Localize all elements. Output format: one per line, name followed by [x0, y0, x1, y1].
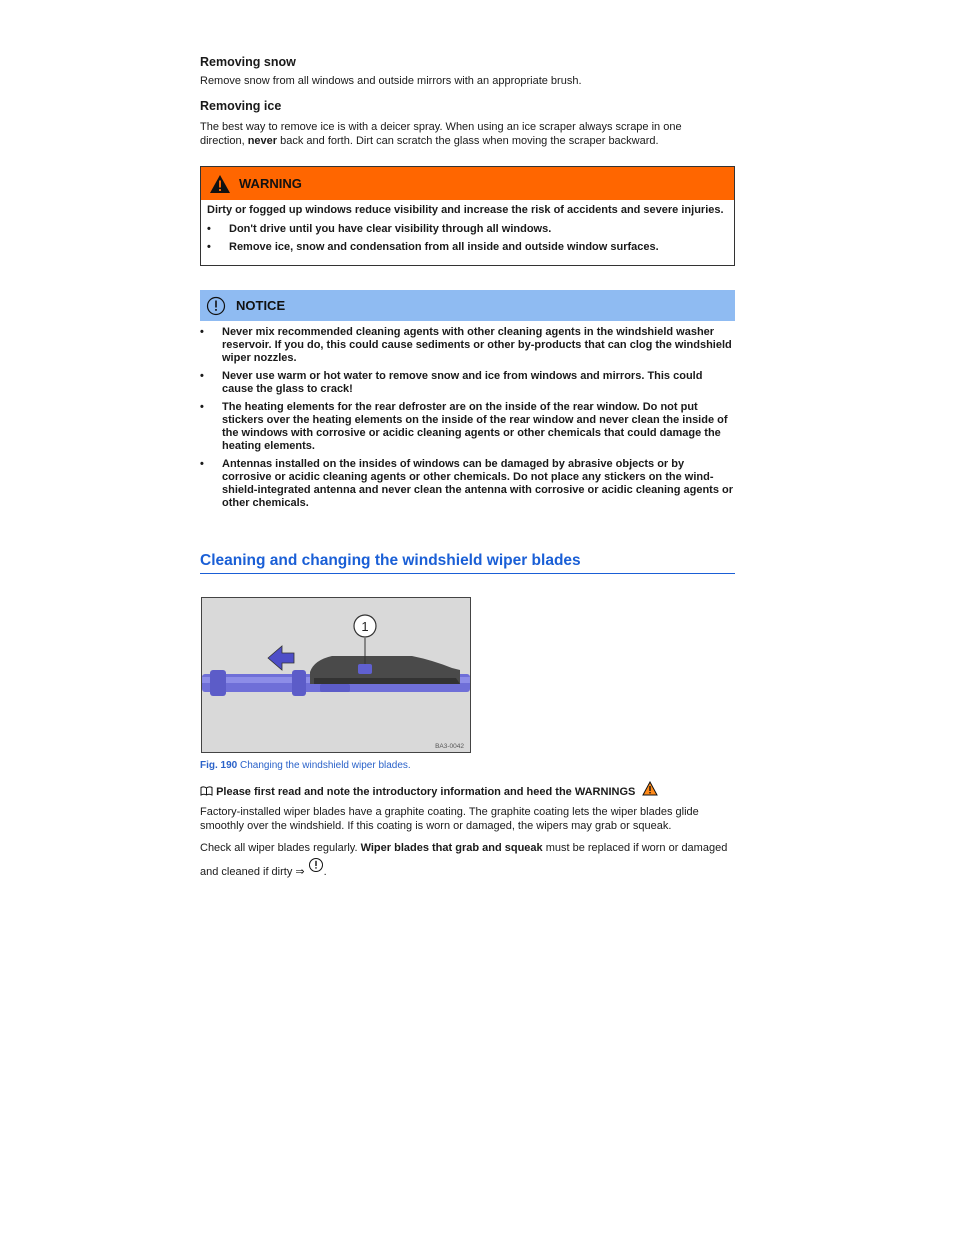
- figure-caption: Fig. 190 Changing the windshield wiper blades.: [200, 760, 411, 771]
- notice-header: [200, 290, 735, 321]
- notice-item: • The heating elements for the rear defroster are on the inside of the rear window. Do not put stickers over the heating elements on the inside of the rear window and never clean the inside of the windows with corrosive or acidic cleaning agents or other chemicals that could damage the heating elements.: [200, 401, 728, 452]
- removing-snow-text: Remove snow from all windows and outside mirrors with an appropriate brush.: [200, 75, 582, 87]
- removing-ice-heading: Removing ice: [200, 99, 282, 113]
- callout-number: 1: [361, 619, 369, 634]
- warning-header: [201, 167, 734, 200]
- intro-line: Please first read and note the introductory information and heed the WARNINGS: [200, 781, 740, 799]
- notice-body: [200, 326, 735, 515]
- warning-triangle-icon: [209, 174, 231, 194]
- tail-content: [200, 781, 740, 887]
- book-icon: [200, 786, 213, 796]
- section-title: Cleaning and changing the windshield wiper blades: [200, 552, 735, 574]
- warning-item: • Don't drive until you have clear visibility through all windows.: [207, 222, 552, 235]
- warning-triangle-icon: [642, 781, 658, 796]
- wiper-blade-illustration: [202, 598, 470, 752]
- warning-label: WARNING: [239, 176, 302, 191]
- removing-ice-text: The best way to remove ice is with a deicer spray. When using an ice scraper always scrape in one direction, never back and forth. Dirt can scratch the glass when moving the scraper backward.: [200, 121, 682, 147]
- paragraph-check: Check all wiper blades regularly. Wiper blades that grab and squeak must be replaced if worn or damaged and cleaned if dirty ⇒ .: [200, 842, 728, 878]
- warning-body: [201, 200, 734, 265]
- notice-item: • Never mix recommended cleaning agents with other cleaning agents in the windshield washer reservoir. If you do, this could cause sediments or other by-products that can clog the windshield wiper nozzles.: [200, 326, 732, 364]
- figure-code: BA3-0042: [435, 743, 464, 750]
- warning-item: • Remove ice, snow and condensation from all inside and outside window surfaces.: [207, 241, 659, 253]
- notice-exclamation-icon: [206, 296, 226, 316]
- warning-box: [200, 166, 735, 266]
- notice-label: NOTICE: [236, 298, 286, 313]
- warning-intro: Dirty or fogged up windows reduce visibility and increase the risk of accidents and severe injuries.: [207, 204, 724, 216]
- wiper-blade-figure: [201, 597, 471, 753]
- notice-exclamation-icon[interactable]: [308, 857, 324, 873]
- paragraph-graphite: Factory-installed wiper blades have a graphite coating. The graphite coating lets the wiper blades glide smoothly over the windshield. If this coating is worn or damaged, the wipers may grab or squeak.: [200, 806, 699, 832]
- notice-item: • Antennas installed on the insides of windows can be damaged by abrasive objects or by corrosive or acidic cleaning agents or other chemicals. Do not place any stickers on the wind-shield-integrated antenna and never clean the antenna with corrosive or acidic cleaning agents or other chemicals.: [200, 458, 734, 509]
- removing-snow-heading: Removing snow: [200, 55, 296, 69]
- notice-item: • Never use warm or hot water to remove snow and ice from windows and mirrors. This could cause the glass to crack!: [200, 370, 703, 395]
